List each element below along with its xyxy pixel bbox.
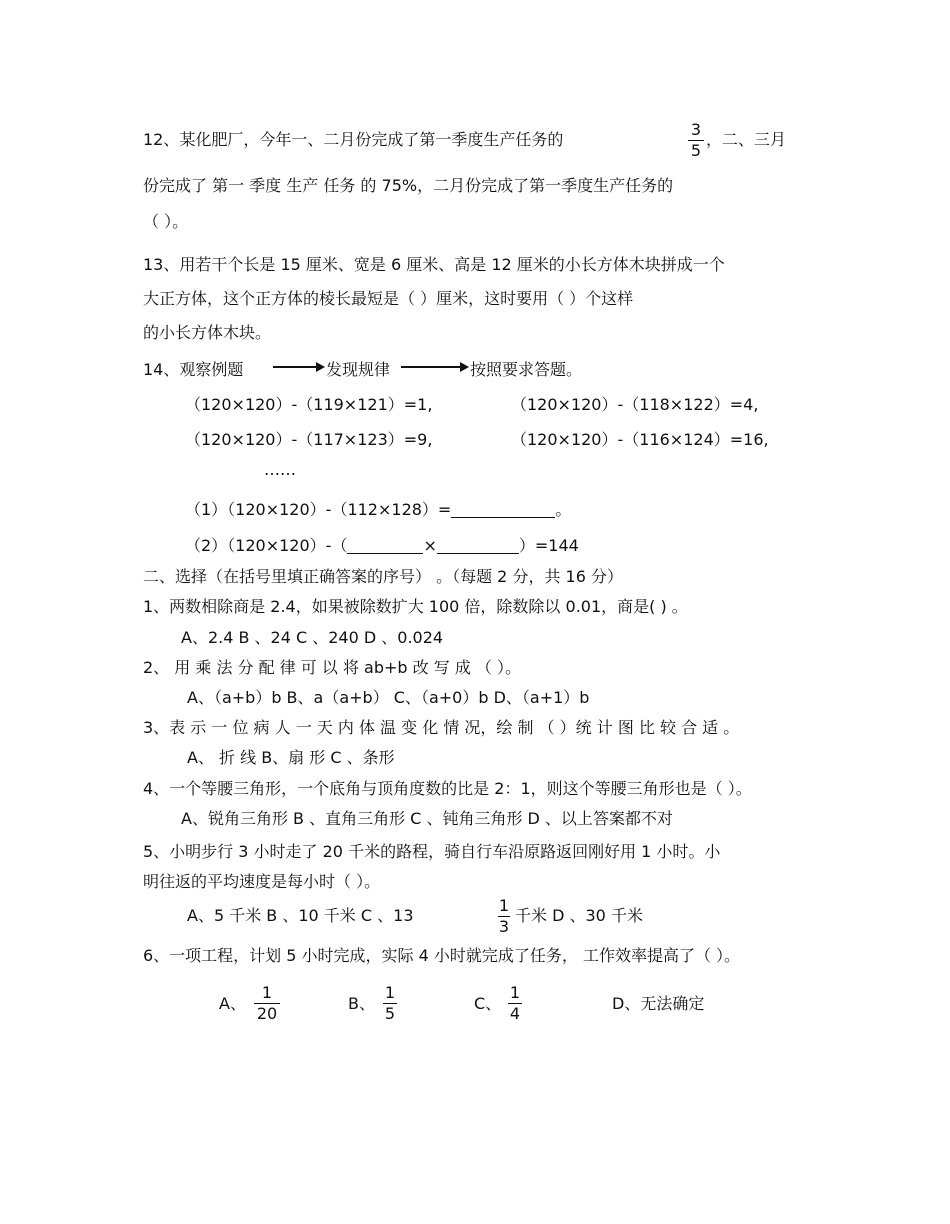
choice-6-question: 6、一项工程，计划 5 小时完成，实际 4 小时就完成了任务， 工作效率提高了（ ）。 bbox=[143, 946, 741, 965]
q14-example-1: （120×120）-（119×121）=1, bbox=[185, 395, 433, 414]
q14-step2: 发现规律 bbox=[326, 360, 391, 379]
arrow-right-icon bbox=[401, 366, 467, 368]
q14-example-4: （120×120）-（116×124）=16, bbox=[511, 430, 769, 449]
q14-step3: 按照要求答题。 bbox=[470, 360, 583, 379]
q13-line2: 大正方体，这个正方体的棱长最短是（ ）厘米，这时要用（ ）个这样 bbox=[143, 289, 634, 308]
times-sign: × bbox=[423, 536, 437, 555]
q14-example-3: （120×120）-（117×123）=9, bbox=[185, 430, 433, 449]
choice-5-question-line2: 明往返的平均速度是每小时（ ）。 bbox=[143, 872, 381, 891]
fraction-denominator: 3 bbox=[498, 917, 510, 936]
fraction-numerator: 1 bbox=[261, 983, 273, 1002]
choice-5-option-rest: 千米 D 、30 千米 bbox=[515, 906, 643, 925]
q13-line3: 的小长方体木块。 bbox=[143, 323, 272, 342]
fraction-denominator: 4 bbox=[509, 1004, 521, 1023]
fraction-numerator: 1 bbox=[498, 896, 510, 915]
fraction-numerator: 1 bbox=[384, 983, 396, 1002]
choice-3-question: 3、表 示 一 位 病 人 一 天 内 体 温 变 化 情 况，绘 制 （ ）统 计 图 比 较 合 适 。 bbox=[143, 718, 740, 737]
q14-part-1-end: 。 bbox=[555, 500, 572, 519]
q12-answer-blank: （ ）。 bbox=[143, 212, 189, 231]
fraction-numerator: 3 bbox=[690, 120, 702, 139]
choice-6-option-a-label: A、 bbox=[219, 994, 246, 1013]
q12-fraction bbox=[688, 121, 704, 160]
choice-3-options: A、 折 线 B、扇 形 C 、条形 bbox=[187, 748, 395, 767]
choice-4-options: A、锐角三角形 B 、直角三角形 C 、钝角三角形 D 、以上答案都不对 bbox=[181, 809, 673, 828]
choice-2-options: A、（a+b）b B、a（a+b） C、（a+0）b D、（a+1）b bbox=[187, 688, 590, 707]
arrow-right-icon bbox=[273, 366, 323, 368]
fraction-numerator: 1 bbox=[509, 983, 521, 1002]
q14-part-1 bbox=[185, 500, 571, 520]
answer-blank bbox=[451, 501, 555, 518]
fraction-denominator: 20 bbox=[256, 1004, 278, 1023]
q13-line1: 13、用若干个长是 15 厘米、宽是 6 厘米、高是 12 厘米的小长方体木块拼成一个 bbox=[143, 255, 725, 274]
q14-example-2: （120×120）-（118×122）=4, bbox=[511, 395, 759, 414]
choice-6-option-c-fraction bbox=[508, 984, 522, 1023]
answer-blank bbox=[347, 537, 423, 554]
choice-1-options: A、2.4 B 、24 C 、240 D 、0.024 bbox=[181, 628, 444, 647]
answer-blank bbox=[437, 537, 519, 554]
choice-2-question: 2、 用 乘 法 分 配 律 可 以 将 ab+b 改 写 成 （ ）。 bbox=[143, 658, 521, 677]
choice-6-option-c-label: C、 bbox=[474, 994, 502, 1013]
choice-6-option-b-fraction bbox=[383, 984, 397, 1023]
q14-part-2-text: （2）（120×120）-（ bbox=[185, 536, 348, 555]
choice-6-option-d: D、无法确定 bbox=[612, 994, 705, 1013]
choice-5-option-a-c: A、5 千米 B 、10 千米 C 、13 bbox=[187, 906, 414, 925]
q14-part-1-text: （1）（120×120）-（112×128）= bbox=[185, 500, 452, 519]
q14-part-2 bbox=[185, 536, 579, 556]
choice-5-question-line1: 5、小明步行 3 小时走了 20 千米的路程，骑自行车沿原路返回刚好用 1 小时。小 bbox=[143, 842, 721, 861]
choice-5-fraction bbox=[498, 897, 510, 936]
fraction-denominator: 5 bbox=[690, 141, 702, 160]
q12-line1: 12、某化肥厂，今年一、二月份完成了第一季度生产任务的 bbox=[143, 130, 564, 149]
choice-4-question: 4、一个等腰三角形，一个底角与顶角度数的比是 2：1，则这个等腰三角形也是（ ）。 bbox=[143, 779, 752, 798]
section-title: 二、选择（在括号里填正确答案的序号） 。（每题 2 分，共 16 分） bbox=[143, 567, 623, 586]
fraction-denominator: 5 bbox=[384, 1004, 396, 1023]
q12-line1-end: ，二、三月 bbox=[706, 130, 787, 149]
q14-ellipsis: …… bbox=[264, 460, 296, 479]
choice-6-option-b-label: B、 bbox=[348, 994, 375, 1013]
q12-line2: 份完成了 第一 季度 生产 任务 的 75%，二月份完成了第一季度生产任务的 bbox=[143, 176, 674, 195]
choice-1-question: 1、两数相除商是 2.4，如果被除数扩大 100 倍，除数除以 0.01，商是( ) 。 bbox=[143, 597, 688, 616]
q14-intro: 14、观察例题 bbox=[143, 360, 244, 379]
q14-part-2-end: ）=144 bbox=[518, 536, 579, 555]
choice-6-option-a-fraction bbox=[254, 984, 280, 1023]
